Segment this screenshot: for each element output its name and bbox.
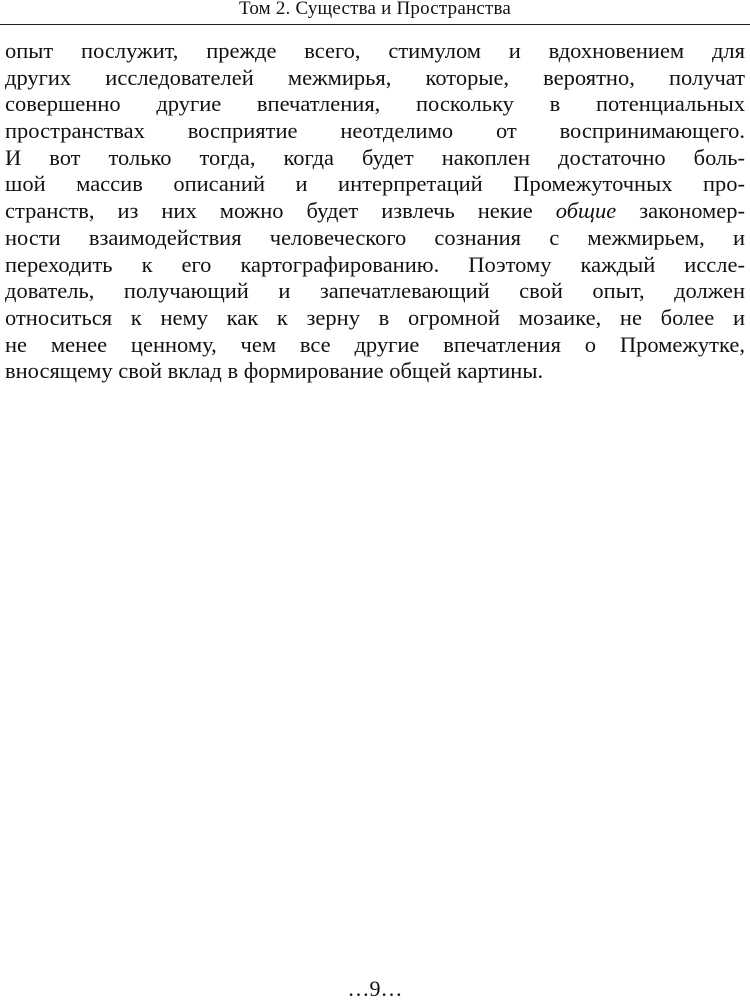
text-line-5: И вот только тогда, когда будет накоплен достаточно боль-	[5, 144, 745, 170]
text-line-13: вносящему свой вклад в формирование общей картины.	[5, 358, 544, 384]
body-paragraph	[5, 38, 745, 385]
text-line-11: относиться к нему как к зерну в огромной мозаике, не более и	[5, 304, 745, 330]
text-line-8: ности взаимодействия человеческого сознания с межмирьем, и	[5, 224, 745, 250]
text-line-4: пространствах восприятие неотделимо от воспринимающего.	[5, 118, 745, 144]
page-number: …9…	[347, 976, 403, 1001]
text-line-9: переходить к его картографированию. Поэтому каждый иссле-	[5, 251, 745, 277]
text-line-7-start: странств, из них можно будет извлечь некие	[5, 198, 556, 224]
text-line-12: не менее ценному, чем все другие впечатления о Промежутке,	[5, 331, 745, 357]
text-line-3: совершенно другие впечатления, поскольку в потенциальных	[5, 91, 745, 117]
running-header	[0, 0, 750, 25]
text-line-10: дователь, получающий и запечатлевающий свой опыт, должен	[5, 278, 745, 304]
text-line-7-end: закономер-	[616, 198, 745, 224]
italic-emphasis: общие	[555, 198, 617, 224]
text-line-7	[5, 198, 745, 225]
text-line-1: опыт послужит, прежде всего, стимулом и вдохновением для	[5, 38, 745, 63]
text-line-6: шой массив описаний и интерпретаций Промежуточных про-	[5, 171, 745, 197]
running-header-title: Том 2. Существа и Пространства	[238, 0, 512, 19]
text-line-2: других исследователей межмирья, которые, вероятно, получат	[5, 64, 745, 90]
